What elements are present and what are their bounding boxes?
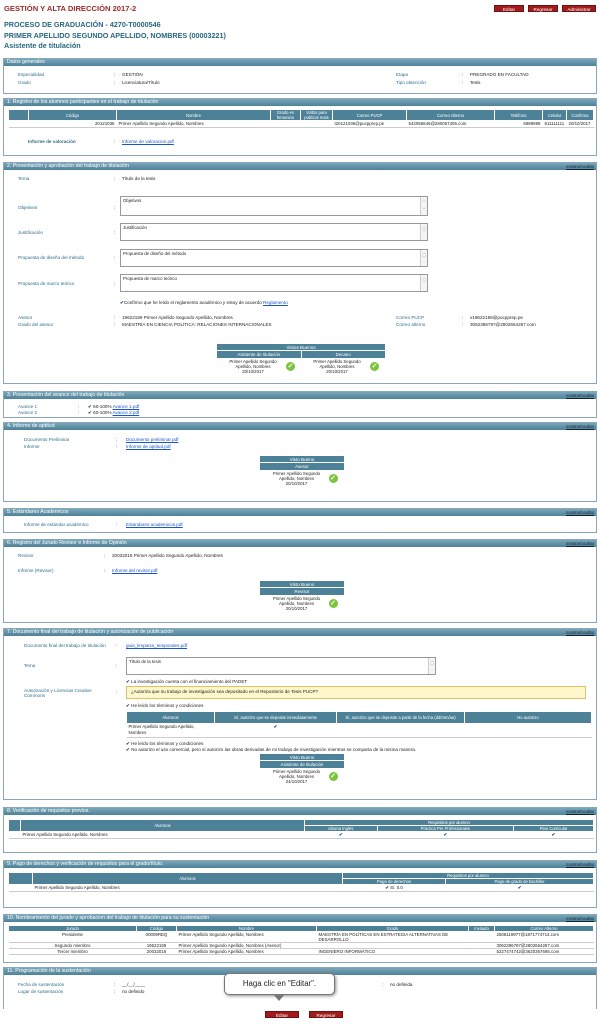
avance2-label: Avance 2 <box>18 410 38 415</box>
registro-alumnos-section: 1. Registro de los alumnos participantes en el trabajo de titulación Código Nombre Grado en femenino Vo/Bo para publicar tesis Correo PUCP Correo Alterno Teléfono Celular Confirma 20121036 Primer Apellido Segundo Apellido, Nombres t20121036@pucpprep.pe 542056646@280057405.com 6989999 911111111 20/10/2017 Informe de valoración : Informe de valoracion.pdf <box>3 98 597 156</box>
col-header: Correo PUCP <box>333 110 407 121</box>
justificacion-textarea[interactable]: Justificación ︿ ﹀ <box>120 223 428 241</box>
informe-aptitud-section: 4. Informe de aptitud mostrar/ocultar Documento Preliminar : Documento preliminar.pdf Informe : Informe de aptitud.pdf Visto Bueno Asesor Primer Apellido Segundo Apellido, Nombres 20/10/2017 ✓ <box>3 422 597 502</box>
grado-asesor-label: Grado del asesor <box>18 322 54 327</box>
fecha-value: __/__/____ <box>122 982 145 987</box>
tipo-value: Tesis <box>470 80 481 85</box>
requisitos-previos-section <box>3 807 597 853</box>
student-title: PRIMER APELLIDO SEGUNDO APELLIDO, NOMBRES (00003221) <box>4 31 226 40</box>
scrollbar[interactable]: ︿ ﹀ <box>428 658 435 674</box>
section-header: 3. Presentación del avance del trabajo de titulación mostrar/ocultar <box>4 392 596 399</box>
table-row: 20121036 Primer Apellido Segundo Apellido, Nombres t20121036@pucpprep.pe 542056646@280057405.com 6989999 911111111 20/10/2017 <box>9 121 594 128</box>
scrollbar[interactable]: ︿ ﹀ <box>420 275 427 291</box>
vb-col-decano: Decano <box>302 351 386 358</box>
section-header: 1. Registro de los alumnos participantes en el trabajo de titulación <box>4 99 596 106</box>
correo-pucp-value: v19622159@pucpprep.pe <box>470 315 523 320</box>
revisor-label: Revisor <box>18 553 34 558</box>
financiamiento-row: ✔ La investigación cuenta con el financiamiento del PADET <box>126 679 248 684</box>
page-header <box>0 0 600 50</box>
alumnos-table <box>8 109 594 128</box>
process-title: PROCESO DE GRADUACIÓN - 4270-T0000546 <box>4 20 161 29</box>
check-icon: ✔ <box>120 300 124 305</box>
col-header: Correo Alterno <box>407 110 495 121</box>
avance2-row: ✔ 60-100% Avance 2.pdf <box>88 410 140 415</box>
pagos-table: Alumnos Requisitos por alumno Pago de derechos Pago de grado de bachiller Primer Apellido Segundo Apellido, Nombres ✔ S/. 0.0 ✔ <box>8 872 594 892</box>
table-row: Segundo miembro 19622159 Primer Apellido Segundo Apellido, Nombres (Asesor) 3062396797@2802664267.com <box>9 943 594 949</box>
repositorio-question: ¿Autoriza que su trabajo de investigación sea depositado en el Repositorio de Tesis PUCP? <box>126 686 586 699</box>
col-header: Grado en femenino <box>271 110 301 121</box>
approved-check-icon: ✓ <box>330 599 336 607</box>
wizard-title: Asistente de titulación <box>4 41 81 50</box>
section-header: Datos generales <box>4 59 596 66</box>
estandares-link[interactable]: Estandares academicos.pdf <box>126 522 183 527</box>
diseno-textarea[interactable]: Propuesta de diseño del método ︿ ﹀ <box>120 249 428 267</box>
objetivos-textarea[interactable]: Objetivos ︿ ﹀ <box>120 196 428 216</box>
toggle-link[interactable]: mostrar/ocultar <box>566 809 594 814</box>
correo-pucp-label: Correo PUCP <box>396 315 425 320</box>
col-header: Celular <box>543 110 567 121</box>
etapa-label: Etapa <box>396 72 409 77</box>
asesor-value: 19622159 Primer Apellido Segundo Apellido, Nombres <box>122 315 233 320</box>
justificacion-label: Justificación <box>18 230 44 235</box>
table-row: Presidente 00009REQ Primer Apellido Segundo Apellido, Nombres MAESTRÍA EN POLÍTICAS EN ESTRATEGIA ALTERNATIVAS DE DESARROLLO 2508119977@1871774714.com <box>9 932 594 943</box>
doc-preliminar-link[interactable]: Documento preliminar.pdf <box>126 437 179 442</box>
editar-button[interactable]: Editar <box>265 1011 299 1018</box>
approved-check-icon: ✓ <box>330 772 336 780</box>
etapa-value: PREGRADO EN FACULTAD <box>470 72 529 77</box>
administrar-button[interactable]: Administrar <box>562 5 596 12</box>
tipo-label: Tipo obtención <box>396 80 426 85</box>
informe-revisor-link[interactable]: Informe del revisor.pdf <box>112 568 158 573</box>
no-comercial-row: ✔ No autorizo el uso comercial, pero sí autorizo las obras derivadas de mi trabajo de investigación mientras se comparta de la misma manera. <box>126 747 417 752</box>
toggle-link[interactable]: mostrar/ocultar <box>566 862 594 867</box>
datos-generales-section: Datos generales Especialidad : GESTIÓN Grado : Licenciatura/Título Etapa : PREGRADO EN FACULTAD Tipo obtención : Tesis <box>3 58 597 94</box>
toggle-link[interactable]: mostrar/ocultar <box>566 164 594 169</box>
vistos-buenos-title: Vistos Buenos <box>217 344 385 351</box>
table-row: Primer Apellido Segundo Apellido, Nombres ✔ <box>127 724 592 738</box>
toggle-link[interactable]: mostrar/ocultar <box>566 541 594 546</box>
revisor-value: 20032016 Primer Apellido Segundo Apellido, Nombres <box>112 553 223 558</box>
autorizacion-table: Alumnos Sí, autorizo que se deposite inmediatamente Sí, autorizo que se deposite a partir de la fecha (dd/mm/aa) No autorizo Primer Apellido Segundo Apellido, Nombres ✔ <box>126 711 592 738</box>
grado-asesor-value: MAESTRÍA EN CIENCIA POLÍTICA: RELACIONES INTERNACIONALES <box>122 322 272 327</box>
section-header: 6. Registro del Jurado Revisor e Informe de Opinión mostrar/ocultar <box>4 540 596 547</box>
approved-check-icon: ✓ <box>371 362 378 370</box>
check-icon: ✔ <box>551 832 556 837</box>
check-icon: ✔ <box>443 832 448 837</box>
toggle-link[interactable]: mostrar/ocultar <box>566 393 594 398</box>
approved-check-icon: ✓ <box>330 474 336 482</box>
table-row: Primer Apellido Segundo Apellido, Nombres ✔ ✔ ✔ <box>9 832 594 839</box>
check-icon: ✔ <box>385 885 389 890</box>
terminos2-row: ✔ He leído los términos y condiciones <box>126 741 204 746</box>
doc-preliminar-label: Documento Preliminar <box>24 437 70 442</box>
marco-label: Propuesta de marco teórico <box>18 281 75 286</box>
regresar-button[interactable]: Regresar <box>309 1011 343 1018</box>
informe-revisor-label: Informe (Revisor) <box>18 568 54 573</box>
avance1-label: Avance 1 <box>18 404 38 409</box>
informe-aptitud-link[interactable]: Informe de aptitud.pdf <box>126 444 171 449</box>
correo-alt-label: Correo alterno <box>396 322 426 327</box>
avance-section: 3. Presentación del avance del trabajo de titulación mostrar/ocultar Avance 1 : ✔ 60-100% Avance 1.pdf Avance 2 : ✔ 60-100% Avance 2.pdf <box>3 391 597 418</box>
section-header: 5. Estándares Académicos mostrar/ocultar <box>4 509 596 516</box>
presentacion-section: 2. Presentación y aprobación del trabajo de titulación mostrar/ocultar Tema : Título de la tesis Objetivos : Objetivos ︿ ﹀ Justificación : Justificación ︿ ﹀ Propuesta de diseño del método : Propuesta de diseño del método ︿ ﹀ Propuesta de marco teórico : Propuesta de marco teórico ︿ ﹀ ✔Confirmo que he leído el reglamento académico y estoy de acuerdo Reglamento Asesor : 19622159 Primer Apellido Segundo Apellido, Nombres Grado del asesor : MAESTRÍA EN CIENCIA POLÍTICA: RELACIONES INTERNACIONALES Correo PUCP : v19622159@pucpprep.pe Correo alterno : 306239679?@2802664267.com Vistos Buenos Asistente de titulación Decano Primer Apellido Segundo Apellido, Nombres 20/10/2017 ✓ Primer Apellido Segundo Apellido, Nombres 20/10/2017 ✓ <box>3 162 597 384</box>
editar-top-button[interactable]: Editar <box>494 5 524 12</box>
fecha-label: Fecha de sustentación <box>18 982 65 987</box>
lugar-value: no definido <box>122 989 145 994</box>
toggle-link[interactable]: mostrar/ocultar <box>566 630 594 635</box>
scrollbar[interactable]: ︿ ﹀ <box>420 250 427 266</box>
tema-label: Tema <box>18 176 30 181</box>
toggle-link[interactable]: mostrar/ocultar <box>566 424 594 429</box>
scrollbar[interactable]: ︿ ﹀ <box>420 197 427 215</box>
footer-actions <box>265 1011 343 1018</box>
estandares-section: 5. Estándares Académicos mostrar/ocultar Informe de estándar académico : Estandares academicos.pdf <box>3 508 597 533</box>
confirm-reglamento: ✔Confirmo que he leído el reglamento académico y estoy de acuerdo Reglamento <box>120 300 288 305</box>
section-header: 9. Pago de derechos y verificación de requisitos para el grado/título. mostrar/ocultar <box>4 861 596 868</box>
visto-bueno-box: Visto Bueno Revisor Primer Apellido Segundo Apellido, Nombres 20/10/2017 ✓ <box>260 581 344 611</box>
table-row: Tercer miembro 20032016 Primer Apellido Segundo Apellido, Nombres INGENIERO INFORMÁTICO 5227474742@3620367695.com <box>9 949 594 955</box>
informe-label: Informe <box>24 444 40 449</box>
terminos-row: ✔ He leído los términos y condiciones <box>126 703 204 708</box>
section-header: 10. Nombramiento del jurado y aprobacion del trabajo de titulación para su sustentación mostrar/ocultar <box>4 915 596 922</box>
grado-label: Grado <box>18 80 31 85</box>
visto-bueno-box: Visto Bueno Asistente de titulación Primer Apellido Segundo Apellido, Nombres 24/10/2017 ✓ <box>260 754 344 784</box>
programacion-section: 11. Programación de la sustentación Fecha de sustentación : __/__/____ Lugar de sustentación : no definido : no definida <box>3 967 597 1009</box>
lugar-label: Lugar de sustentación <box>18 989 64 994</box>
section-header: 8. Verificación de requisitos previos. mostrar/ocultar <box>4 808 596 815</box>
objetivos-label: Objetivos <box>18 205 38 210</box>
approved-check-icon: ✓ <box>287 362 294 370</box>
tema-label: Tema <box>24 663 36 668</box>
doc-final-link[interactable]: guia_limpieza_temporales.pdf <box>126 643 188 648</box>
program-title: GESTIÓN Y ALTA DIRECCIÓN 2017-2 <box>4 4 137 13</box>
avance1-link[interactable]: Avance 1.pdf <box>112 404 140 409</box>
col-header: Teléfono <box>495 110 543 121</box>
especialidad-value: GESTIÓN <box>122 72 143 77</box>
documento-final-section: 7. Documento final del trabajo de titulación y autorización de publicación mostrar/ocultar Documento final del trabajo de titulación : guia_limpieza_temporales.pdf Tema : Título de la tesis ︿ ﹀ ✔ La investigación cuenta con el financiamiento del PADET Autorización y Licencias Creative Commons : ¿Autoriza que su trabajo de investigación sea depositado en el Repositorio de Tesis PUCP? ✔ He leído los términos y condiciones Alumnos Sí, autorizo que se deposite inmediatamente Sí, autorizo que se deposite a partir de la fecha (dd/mm/aa) No autorizo Primer Apellido Segundo Apellido, Nombres ✔ ✔ He leído los términos y condiciones ✔ No autorizo el uso comercial, pero sí autorizo las obras derivadas de mi trabajo de investigación mientras se comparta de la misma manera. Visto Bueno Asistente de titulación Primer Apellido Segundo Apellido, Nombres 24/10/2017 ✓ <box>3 628 597 800</box>
informe-valoracion-link[interactable]: Informe de valoracion.pdf <box>122 139 174 144</box>
toggle-link[interactable]: mostrar/ocultar <box>566 510 594 515</box>
jurado-table: Jurado Código Nombre Grado Invitado Correo Alterno Presidente 00009REQ Primer Apellido Segundo Apellido, Nombres MAESTRÍA EN POLÍTICAS EN ESTRATEGIA ALTERNATIVAS DE DESARROLLO 2508119977@1871774714.com Segundo miembro 19622159 Primer Apellido Segundo Apellido, Nombres (Asesor) 3062396797@2802664267.com Tercer miembro 20032016 Primer Apellido Segundo Apellido, Nombres INGENIERO INFORMÁTICO 5227474742@3620367695.com <box>8 925 594 955</box>
doc-final-label: Documento final del trabajo de titulación <box>24 643 106 648</box>
scrollbar[interactable]: ︿ ﹀ <box>420 224 427 240</box>
section-header: 7. Documento final del trabajo de titulación y autorización de publicación mostrar/ocultar <box>4 629 596 636</box>
informe-valoracion-label: Informe de valoración <box>28 139 76 144</box>
check-icon: ✔ <box>517 885 522 890</box>
check-icon: ✔ <box>339 832 343 837</box>
asesor-label: Asesor <box>18 315 33 320</box>
estandar-label: Informe de estándar académico <box>24 522 89 527</box>
especialidad-label: Especialidad <box>18 72 45 77</box>
col-header: Confirma <box>567 110 594 121</box>
section-header: 4. Informe de aptitud mostrar/ocultar <box>4 423 596 430</box>
marco-textarea[interactable]: Propuesta de marco teórico ︿ ﹀ <box>120 274 428 292</box>
col-header: Código <box>29 110 117 121</box>
diseno-label: Propuesta de diseño del método <box>18 255 85 260</box>
instruction-tooltip: Haga clic en "Editar". <box>224 973 335 995</box>
autorizacion-label: Autorización y Licencias Creative Commons <box>24 688 92 698</box>
check-icon: ✔ <box>273 724 278 729</box>
col-header: Vo/Bo para publicar tesis <box>301 110 333 121</box>
top-actions <box>494 5 596 12</box>
correo-alt-value: 306239679?@2802664267.com <box>470 322 536 327</box>
avance2-link[interactable]: Avance 2.pdf <box>112 410 140 415</box>
jurado-revisor-section: 6. Registro del Jurado Revisor e Informe de Opinión mostrar/ocultar Revisor : 20032016 Primer Apellido Segundo Apellido, Nombres Informe (Revisor) : Informe del revisor.pdf Visto Bueno Revisor Primer Apellido Segundo Apellido, Nombres 20/10/2017 ✓ <box>3 539 597 623</box>
col-header: Nombre <box>117 110 271 121</box>
requisitos-table: Alumnos Requisitos por alumno Idioma Inglés Práctica Pre Profesionales Plan Curricular Primer Apellido Segundo Apellido, Nombres ✔ ✔ ✔ <box>8 819 594 839</box>
section-header: 11. Programación de la sustentación <box>4 968 596 975</box>
toggle-link[interactable]: mostrar/ocultar <box>566 916 594 921</box>
tema-value: Título de la tesis <box>122 176 156 181</box>
reglamento-link[interactable]: Reglamento <box>263 300 288 305</box>
pago-derechos-section <box>3 860 597 908</box>
table-row: Primer Apellido Segundo Apellido, Nombres ✔ S/. 0.0 ✔ <box>9 885 594 892</box>
vistos-buenos-box: Vistos Buenos Asistente de titulación Decano Primer Apellido Segundo Apellido, Nombres 20/10/2017 ✓ Primer Apellido Segundo Apellido, Nombres 20/10/2017 ✓ <box>217 344 385 374</box>
tema-textarea[interactable]: Título de la tesis ︿ ﹀ <box>126 657 436 675</box>
grado-value: Licenciatura/Título <box>122 80 160 85</box>
regresar-top-button[interactable]: Regresar <box>528 5 558 12</box>
nombramiento-jurado-section <box>3 914 597 963</box>
visto-bueno-box: Visto Bueno Asesor Primer Apellido Segundo Apellido, Nombres 20/10/2017 ✓ <box>260 456 344 486</box>
hora-value: no definida <box>390 982 413 987</box>
vb-col-asistente: Asistente de titulación <box>217 351 302 358</box>
avance1-row: ✔ 60-100% Avance 1.pdf <box>88 404 140 409</box>
section-header: 2. Presentación y aprobación del trabajo de titulación mostrar/ocultar <box>4 163 596 170</box>
